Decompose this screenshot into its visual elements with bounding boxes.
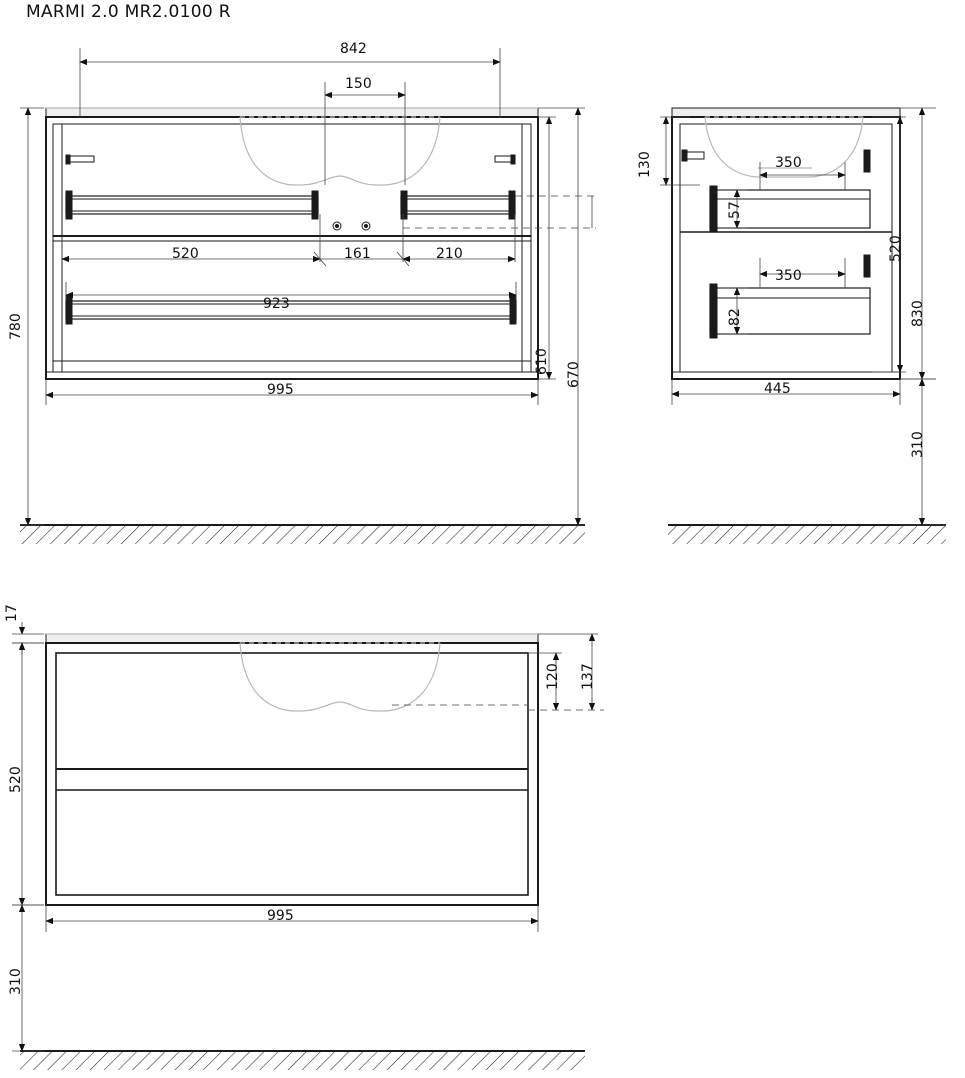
dim-923: 923 — [263, 296, 290, 312]
page-title: MARMI 2.0 MR2.0100 R — [26, 2, 231, 22]
dim-670: 670 — [566, 361, 582, 388]
dim-520-side: 520 — [888, 235, 904, 262]
dim-610: 610 — [534, 348, 550, 375]
dim-830: 830 — [910, 300, 926, 327]
dim-130: 130 — [637, 151, 653, 178]
dim-995-bottom: 995 — [267, 908, 294, 924]
dim-150: 150 — [345, 76, 372, 92]
dim-350-bottom: 350 — [775, 268, 802, 284]
dim-17: 17 — [4, 604, 20, 622]
dim-780: 780 — [8, 313, 24, 340]
dim-120: 120 — [545, 663, 561, 690]
dim-82: 82 — [727, 308, 743, 326]
dim-210: 210 — [436, 246, 463, 262]
dim-161: 161 — [344, 246, 371, 262]
dim-137: 137 — [580, 663, 596, 690]
dim-310-side: 310 — [910, 431, 926, 458]
dim-995: 995 — [267, 382, 294, 398]
dim-445: 445 — [764, 381, 791, 397]
dim-350-top: 350 — [775, 155, 802, 171]
dim-520-bottom: 520 — [8, 766, 24, 793]
dim-842: 842 — [340, 41, 367, 57]
dim-520: 520 — [172, 246, 199, 262]
dim-310-bottom: 310 — [8, 968, 24, 995]
dim-57: 57 — [727, 201, 743, 219]
